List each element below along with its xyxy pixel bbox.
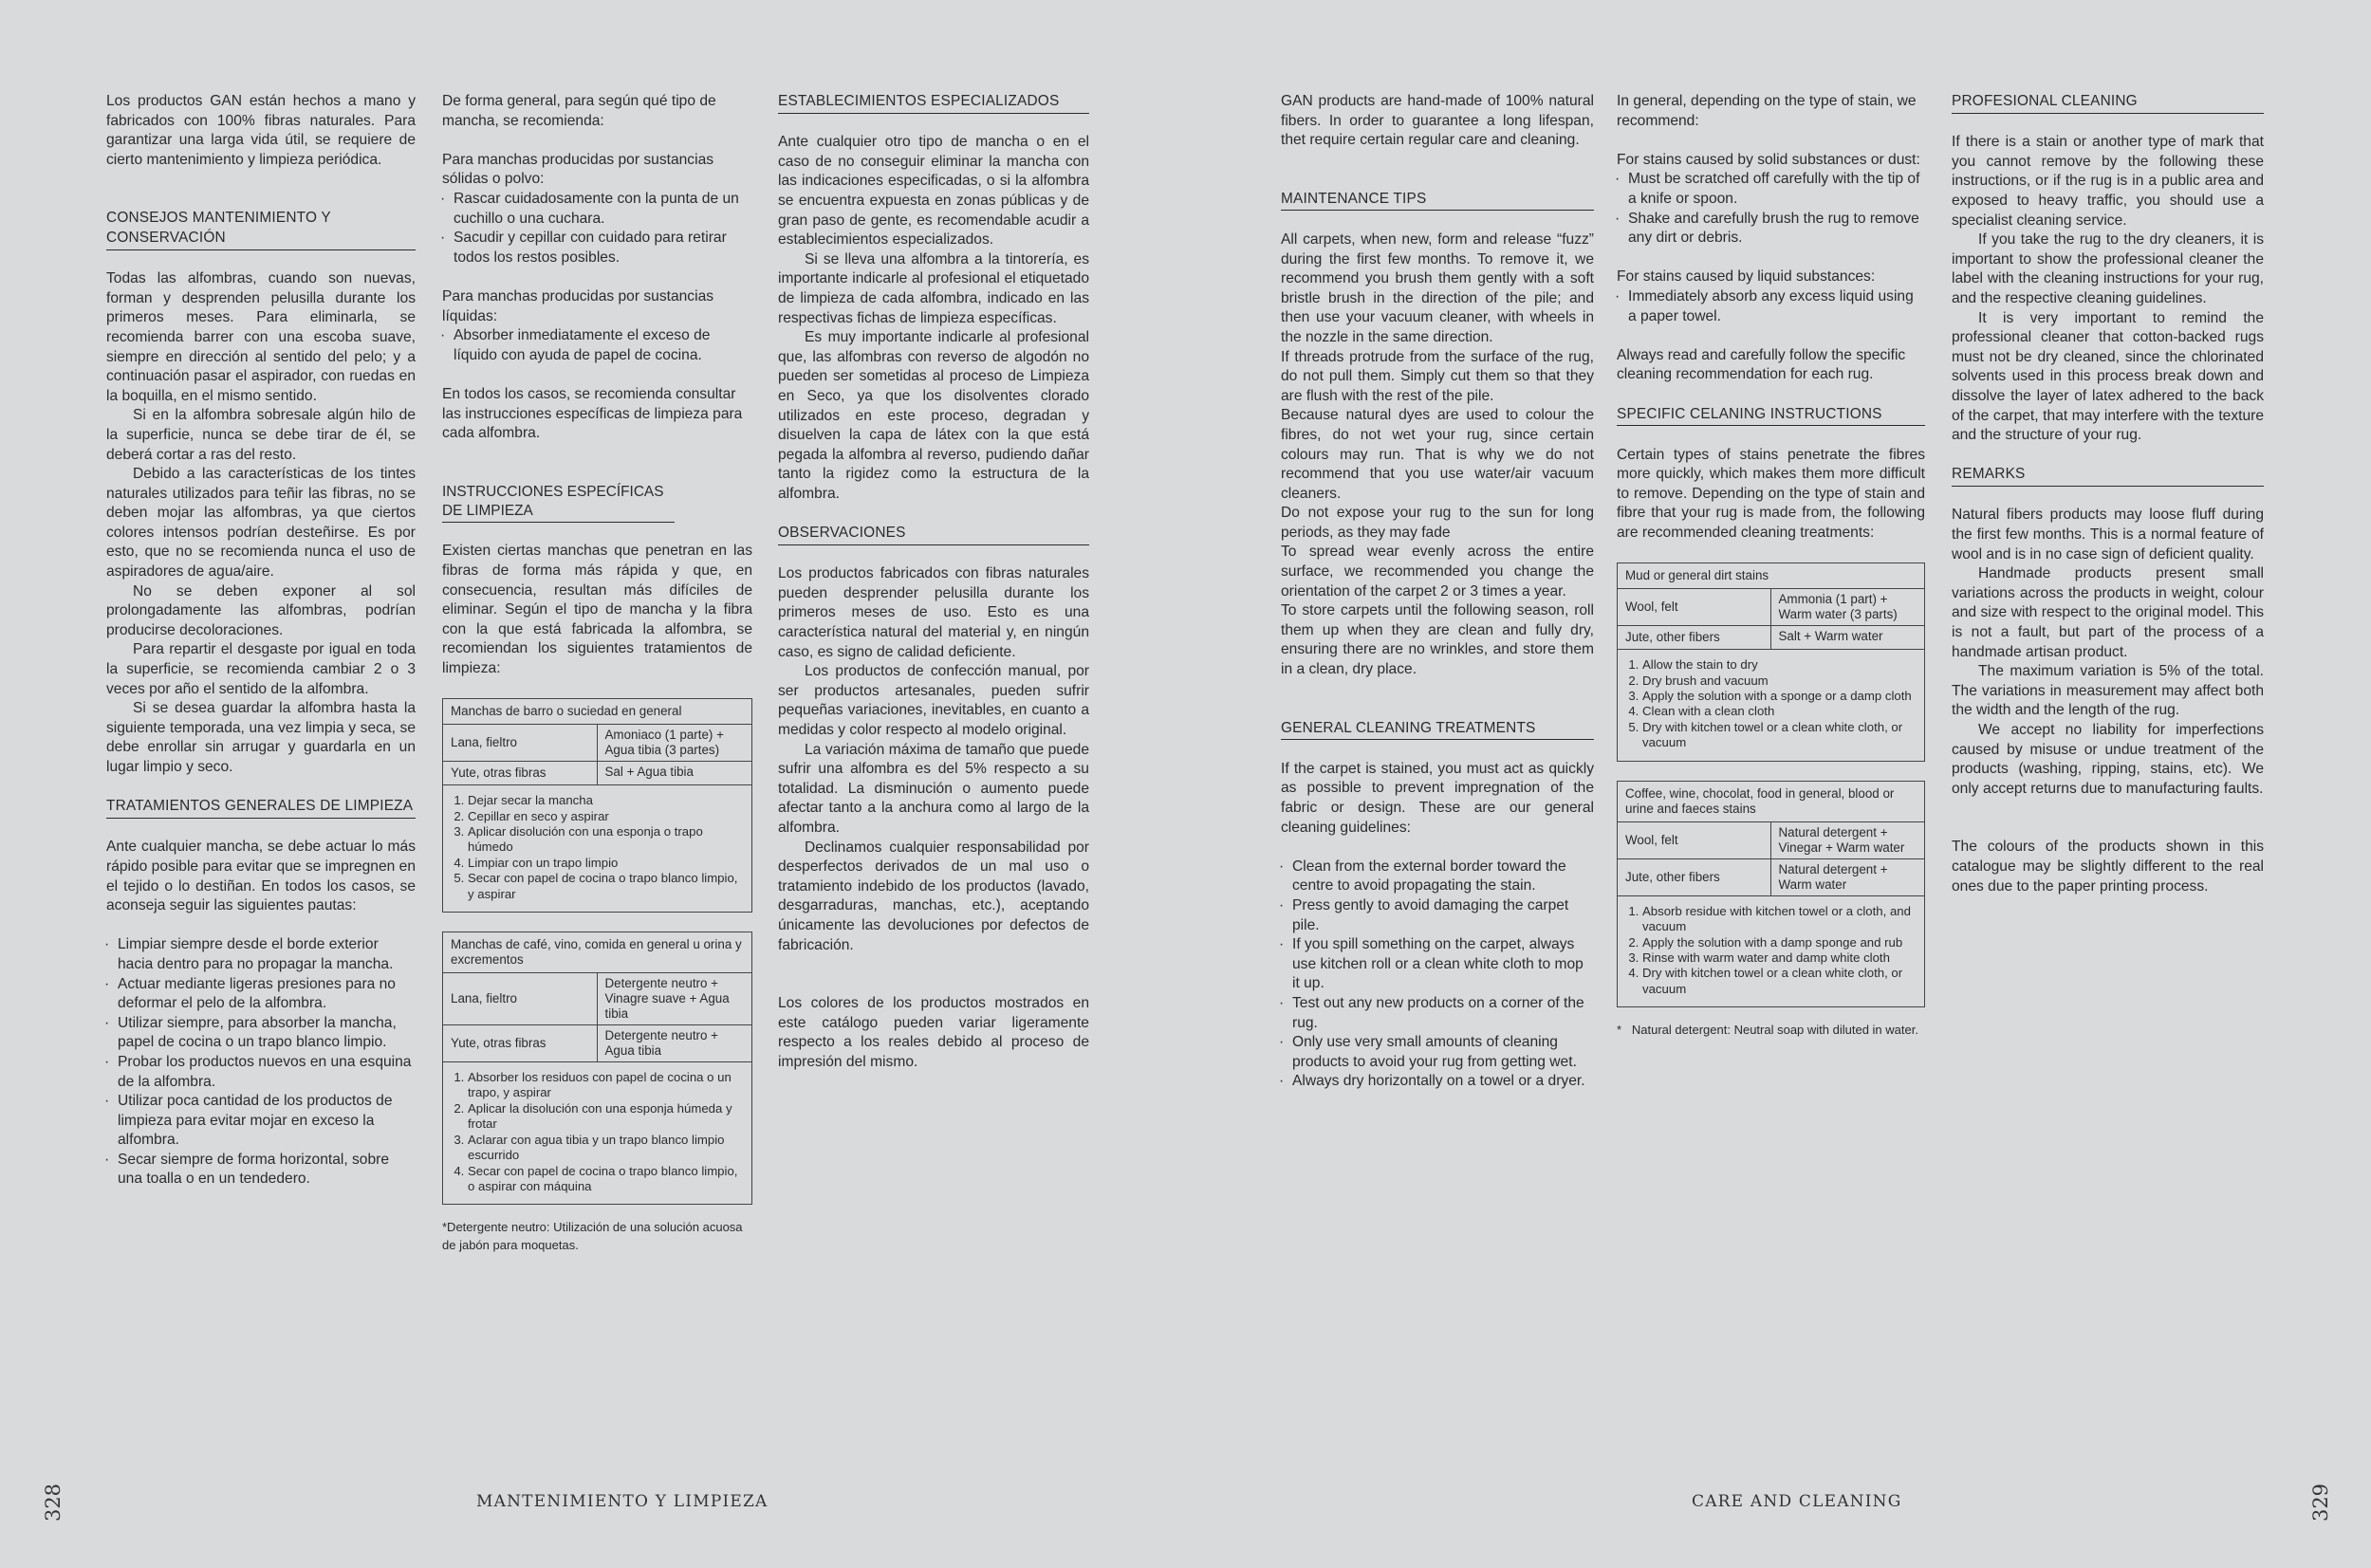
es-treatments-intro: Ante cualquier mancha, se debe actuar lo más rápido posible para evitar que se impregnen en el tejido o lo destiñan. En todos los casos, se aconseja seguir las siguientes pautas: (106, 839, 416, 914)
es-heading-specialized: ESTABLECIMIENTOS ESPECIALIZADOS (778, 92, 1089, 114)
es-liquid-list (442, 326, 752, 365)
es-specific-intro: Existen ciertas manchas que penetran en las fibras de forma más rápida y que, en consecuencia, resultan más difíciles de eliminar. Según el tipo de mancha y la fibra con la que está fabricada la alfombra, se recomiendan los siguientes tratamientos de limpieza: (442, 543, 752, 677)
es-maint-p5: Para repartir el desgaste por igual en toda la superficie, se recomienda cambiar 2 o 3 veces por año el sentido de la alfombra. (106, 641, 416, 697)
es-observations-p1: Los productos fabricados con fibras naturales pueden desprender pelusilla durante los primeros meses de uso. Esto es una característica natural del material y, en ningún caso, es signo de calidad deficiente. (778, 565, 1089, 660)
list-item: 5. Secar con papel de cocina o trapo blanco limpio, y aspirar (468, 871, 744, 902)
table-caption: Manchas de barro o suciedad en general (443, 699, 751, 725)
table-cell: Wool, felt (1618, 589, 1771, 625)
list-item: · Shake and carefully brush the rug to remove any dirt or debris. (1617, 210, 1925, 249)
en-column-2 (1617, 92, 1925, 1039)
table-steps (443, 1062, 751, 1204)
es-solid-list (442, 190, 752, 267)
en-professional-p2: If you take the rug to the dry cleaners, it is important to show the professional cleaner the label with the cleaning instructions for your rug, and the respective cleaning guidelines. (1952, 231, 2264, 306)
en-table-coffee (1617, 781, 1925, 1007)
es-column-1 (106, 92, 416, 1190)
es-general-intro: De forma general, para según qué tipo de mancha, se recomienda: (442, 93, 716, 129)
en-liquid-list (1617, 287, 1925, 326)
list-item: 1. Absorb residue with kitchen towel or a cloth, and vacuum (1642, 904, 1917, 935)
es-maint-p1: Todas las alfombras, cuando son nuevas, forman y desprenden pelusilla durante los primeros meses. Para eliminarla, se recomienda barrer con una escoba suave, siempre en dirección al sentido del pelo; y a continuación pasar el aspirador, con ruedas en la boquilla, en el mismo sentido. (106, 270, 416, 404)
table-cell: Jute, other fibers (1618, 626, 1771, 649)
list-item: 1. Allow the stain to dry (1642, 657, 1917, 673)
list-item: 3. Apply the solution with a sponge or a damp cloth (1642, 689, 1917, 704)
table-cell: Natural detergent + Warm water (1778, 861, 1888, 892)
table-cell: Detergente neutro + Agua tibia (604, 1028, 718, 1059)
footer-left: MANTENIMIENTO Y LIMPIEZA (476, 1492, 769, 1511)
es-consult-note: En todos los casos, se recomienda consultar las instrucciones específicas de limpieza para cada alfombra. (442, 385, 743, 442)
en-specific-intro: Certain types of stains penetrate the fibres more quickly, which makes them more difficult to remove. Depending on the type of stain and fibre that your rug is made from, the following are recommended cleaning treatments: (1617, 446, 1925, 542)
table-caption: Mud or general dirt stains (1618, 563, 1924, 589)
es-heading-specific: INSTRUCCIONES ESPECÍFICAS DE LIMPIEZA (442, 483, 675, 523)
table-row (1618, 589, 1924, 626)
list-item: 1. Absorber los residuos con papel de cocina o un trapo, y aspirar (468, 1070, 744, 1101)
list-item: · Actuar mediante ligeras presiones para no deformar el pelo de la alfombra. (106, 975, 416, 1014)
es-maint-p3: Debido a las características de los tintes naturales utilizados para teñir las fibras, no se deben mojar las alfombras, ya que ciertos colores intensos podrían desteñirse. Es por esto, que no se recomienda nunca el uso de aspiradores de agua/aire. (106, 466, 416, 581)
table-row (443, 725, 751, 762)
en-heading-general-treatments: GENERAL CLEANING TREATMENTS (1281, 719, 1594, 741)
en-general-intro: In general, depending on the type of stain, we recommend: (1617, 93, 1917, 129)
en-heading-specific: SPECIFIC CELANING INSTRUCTIONS (1617, 405, 1925, 427)
list-item: 1. Dejar secar la mancha (468, 793, 744, 808)
list-item: 2. Cepillar en seco y aspirar (468, 809, 744, 824)
table-steps (1618, 650, 1924, 760)
en-treatments-list (1281, 858, 1594, 1092)
list-item: · Must be scratched off carefully with the tip of a knife or spoon. (1617, 170, 1925, 209)
es-maint-p2: Si en la alfombra sobresale algún hilo de la superficie, nunca se debe tirar de él, se deberá cortar a ras del resto. (106, 407, 416, 463)
es-table-mud (442, 698, 752, 913)
table-row (1618, 822, 1924, 859)
table-steps (443, 785, 751, 912)
es-column-3 (778, 92, 1089, 1073)
page-number-right: 329 (2309, 1483, 2333, 1522)
en-remarks-p2: Handmade products present small variations across the products in weight, colour and size with respect to the original model. This is not a fault, but part of the process of a handmade artisan product. (1952, 565, 2264, 660)
list-item: 4. Secar con papel de cocina o trapo blanco limpio, o aspirar con máquina (468, 1164, 744, 1195)
en-remarks-p4: We accept no liability for imperfections caused by misuse or undue treatment of the products (washing, ripping, stains, etc). We only accept returns due to manufacturing faults. (1952, 722, 2264, 797)
list-item: 4. Dry with kitchen towel or a clean white cloth, or vacuum (1642, 966, 1917, 997)
table-row (443, 973, 751, 1025)
table-caption: Manchas de café, vino, comida en general u orina y excrementos (443, 932, 751, 973)
table-cell: Wool, felt (1618, 822, 1771, 858)
en-maint-p2: If threads protrude from the surface of the rug, do not pull them. Simply cut them so that they are flush with the rest of the pile. (1281, 348, 1594, 404)
footer-right: CARE AND CLEANING (1692, 1492, 1902, 1511)
es-heading-observations: OBSERVACIONES (778, 524, 1089, 545)
list-item: · Rascar cuidadosamente con la punta de un cuchillo o una cuchara. (442, 190, 752, 229)
list-item: · Probar los productos nuevos en una esquina de la alfombra. (106, 1053, 416, 1092)
list-item: 4. Limpiar con un trapo limpio (468, 856, 744, 871)
table-cell: Detergente neutro + Vinagre suave + Agua tibia (604, 976, 730, 1022)
list-item: · Limpiar siempre desde el borde exterior hacia dentro para no propagar la mancha. (106, 935, 416, 974)
list-item: · Always dry horizontally on a towel or a dryer. (1281, 1072, 1594, 1092)
en-footnote: * Natural detergent: Neutral soap with diluted in water. (1617, 1023, 1918, 1038)
table-cell: Jute, other fibers (1618, 859, 1771, 895)
en-professional-p3: It is very important to remind the professional cleaner that cotton-backed rugs must not be dry cleaned, since the chlorinated solvents used in this process break down and dissolve the layer of latex adhered to the back of the carpet, that may interfere with the texture and the structure of your rug. (1952, 309, 2264, 444)
en-consult-note: Always read and carefully follow the specific cleaning recommendation for each rug. (1617, 346, 1906, 383)
es-solid-stains: Para manchas producidas por sustancias sólidas o polvo: (442, 151, 714, 188)
en-remarks-p1: Natural fibers products may loose fluff during the first few months. This is a normal feature of wool and is in no case sign of deficient quality. (1952, 507, 2264, 563)
list-item: 2. Apply the solution with a damp sponge and rub (1642, 935, 1917, 950)
en-liquid-stains: For stains caused by liquid substances: (1617, 268, 1876, 286)
list-item: · Press gently to avoid damaging the carpet pile. (1281, 896, 1594, 935)
en-heading-professional: PROFESIONAL CLEANING (1952, 92, 2264, 114)
es-observations-p2: Los productos de confección manual, por ser productos artesanales, pueden sufrir pequeñas variaciones, inevitables, en cuanto a medidas y color respecto al modelo original. (778, 663, 1089, 738)
es-footnote: *Detergente neutro: Utilización de una solución acuosa de jabón para moquetas. (442, 1220, 743, 1253)
en-heading-remarks: REMARKS (1952, 465, 2264, 487)
table-row (443, 1025, 751, 1062)
list-item: 3. Rinse with warm water and damp white cloth (1642, 950, 1917, 966)
table-cell: Sal + Agua tibia (604, 765, 694, 780)
list-item: 2. Dry brush and vacuum (1642, 673, 1917, 689)
en-column-3 (1952, 92, 2264, 896)
table-row (1618, 626, 1924, 650)
table-cell: Yute, otras fibras (443, 1025, 598, 1061)
es-treatments-list (106, 935, 416, 1190)
es-intro: Los productos GAN están hechos a mano y fabricados con 100% fibras naturales. Para garantizar una larga vida útil, se requiere de cierto mantenimiento y limpieza periódica. (106, 93, 416, 168)
table-cell: Ammonia (1 part) + Warm water (3 parts) (1778, 592, 1898, 622)
es-heading-general-treatments: TRATAMIENTOS GENERALES DE LIMPIEZA (106, 797, 416, 819)
list-item: 3. Aclarar con agua tibia y un trapo blanco limpio escurrido (468, 1133, 744, 1164)
en-solid-stains: For stains caused by solid substances or dust: (1617, 151, 1920, 168)
es-specialized-p2: Si se lleva una alfombra a la tintorería, es importante indicarle al profesional el etiquetado de limpieza de cada alfombra, indicado en las respectivas fichas de limpieza específicas. (778, 250, 1089, 326)
en-maint-p3: Because natural dyes are used to colour the fibres, do not wet your rug, since certain colours may run. That is why we do not recommend that you use water/air vacuum cleaners. (1281, 407, 1594, 502)
table-steps (1618, 896, 1924, 1006)
es-maint-p6: Si se desea guardar la alfombra hasta la siguiente temporada, una vez limpia y seca, se debe enrollar sin arrugar y guardarla en un lugar limpio y seco. (106, 700, 416, 775)
en-solid-list (1617, 170, 1925, 248)
table-cell: Amoniaco (1 parte) + Agua tibia (3 partes) (604, 728, 724, 758)
list-item: · Test out any new products on a corner of the rug. (1281, 994, 1594, 1033)
list-item: 2. Aplicar la disolución con una esponja húmeda y frotar (468, 1101, 744, 1133)
table-row (443, 762, 751, 785)
en-column-1 (1281, 92, 1594, 1092)
en-heading-maintenance: MAINTENANCE TIPS (1281, 190, 1594, 212)
list-item: 3. Aplicar disolución con una esponja o trapo húmedo (468, 824, 744, 856)
page-number-left: 328 (42, 1483, 65, 1522)
table-cell: Yute, otras fibras (443, 762, 598, 784)
en-maint-p6: To store carpets until the following season, roll them up when they are clean and fully dry, ensuring there are no wrinkles, and store them in a clean, dry place. (1281, 602, 1594, 678)
list-item: · Immediately absorb any excess liquid using a paper towel. (1617, 287, 1925, 326)
list-item: 5. Dry with kitchen towel or a clean white cloth, or vacuum (1642, 720, 1917, 751)
table-cell: Natural detergent + Vinegar + Warm water (1778, 824, 1905, 855)
en-table-mud (1617, 563, 1925, 761)
en-professional-p1: If there is a stain or another type of mark that you cannot remove by the following these instructions, or if the rug is in a public area and exposed to heavy traffic, you should use a specialist cleaning service. (1952, 134, 2264, 229)
list-item: · Clean from the external border toward the centre to avoid propagating the stain. (1281, 858, 1594, 896)
en-remarks-p3: The maximum variation is 5% of the total. The variations in measurement may affect both the width and the length of the rug. (1952, 663, 2264, 719)
es-liquid-stains: Para manchas producidas por sustancias líquidas: (442, 287, 714, 324)
table-caption: Coffee, wine, chocolat, food in general, blood or urine and faeces stains (1618, 782, 1924, 822)
en-treatments-intro: If the carpet is stained, you must act as quickly as possible to prevent impregnation of the fabric or design. These are our general cleaning guidelines: (1281, 760, 1594, 836)
list-item: · Secar siempre de forma horizontal, sobre una toalla o en un tendedero. (106, 1151, 416, 1190)
table-cell: Salt + Warm water (1778, 629, 1883, 644)
list-item: · Utilizar siempre, para absorber la mancha, papel de cocina o un trapo blanco limpio. (106, 1014, 416, 1053)
table-row (1618, 859, 1924, 896)
es-maint-p4: No se deben exponer al sol prolongadamente las alfombras, podrían producirse decoloraciones. (106, 582, 416, 638)
list-item: · Only use very small amounts of cleaning products to avoid your rug from getting wet. (1281, 1033, 1594, 1072)
table-cell: Lana, fieltro (443, 973, 598, 1024)
table-cell: Lana, fieltro (443, 725, 598, 761)
en-remarks-p5: The colours of the products shown in this catalogue may be slightly different to the real ones due to the paper printing process. (1952, 839, 2264, 895)
list-item: 4. Clean with a clean cloth (1642, 704, 1917, 719)
en-maint-p1: All carpets, when new, form and release “fuzz” during the first few months. To remove it, we recommend you brush them gently with a soft bristle brush in the direction of the pile; and then use your vacuum cleaner, with wheels in the nozzle in the same direction. (1281, 231, 1594, 345)
en-maint-p5: To spread wear evenly across the entire surface, we recommended you change the orientation of the carpet 2 or 3 times a year. (1281, 544, 1594, 600)
list-item: · Utilizar poca cantidad de los productos de limpieza para evitar mojar en exceso la alfombra. (106, 1092, 416, 1151)
es-specialized-p1: Ante cualquier otro tipo de mancha o en el caso de no conseguir eliminar la mancha con las indicaciones especificadas, o si la alfombra se encuentra expuesta en zonas públicas y de gran paso de gente, es recomendable acudir a establecimientos especializados. (778, 134, 1089, 249)
es-column-2 (442, 92, 752, 1254)
list-item: · Absorber inmediatamente el exceso de líquido con ayuda de papel de cocina. (442, 326, 752, 365)
es-observations-p4: Declinamos cualquier responsabilidad por desperfectos derivados de un mal uso o tratamiento indebido de los productos (lavado, desgarraduras, manchas, etc.), aceptando únicamente las devoluciones por defectos de fabricación. (778, 839, 1089, 953)
es-table-coffee (442, 932, 752, 1205)
en-intro: GAN products are hand-made of 100% natural fibers. In order to guarantee a long lifespan, thet require certain regular care and cleaning. (1281, 93, 1594, 149)
es-observations-p5: Los colores de los productos mostrados en este catálogo pueden variar ligeramente respecto a los reales debido al proceso de impresión del mismo. (778, 995, 1089, 1070)
list-item: · If you spill something on the carpet, always use kitchen roll or a clean white cloth to mop it up. (1281, 935, 1594, 994)
es-observations-p3: La variación máxima de tamaño que puede sufrir una alfombra es del 5% respecto a su totalidad. La disminución o aumento puede afectar tanto a la anchura como al largo de la alfombra. (778, 741, 1089, 836)
es-heading-maintenance: CONSEJOS MANTENIMIENTO Y CONSERVACIÓN (106, 209, 416, 249)
es-specialized-p3: Es muy importante indicarle al profesional que, las alfombras con reverso de algodón no pueden ser sometidas al proceso de Limpieza en Seco, ya que los disolventes clorado utilizados en este proceso, degradan y disuelven la capa de látex con la que está pegada la alfombra al reverso, pudiendo dañar tanto la rigidez como la estructura de la alfombra. (778, 329, 1089, 502)
list-item: · Sacudir y cepillar con cuidado para retirar todos los restos posibles. (442, 229, 752, 267)
en-maint-p4: Do not expose your rug to the sun for long periods, as they may fade (1281, 505, 1594, 541)
